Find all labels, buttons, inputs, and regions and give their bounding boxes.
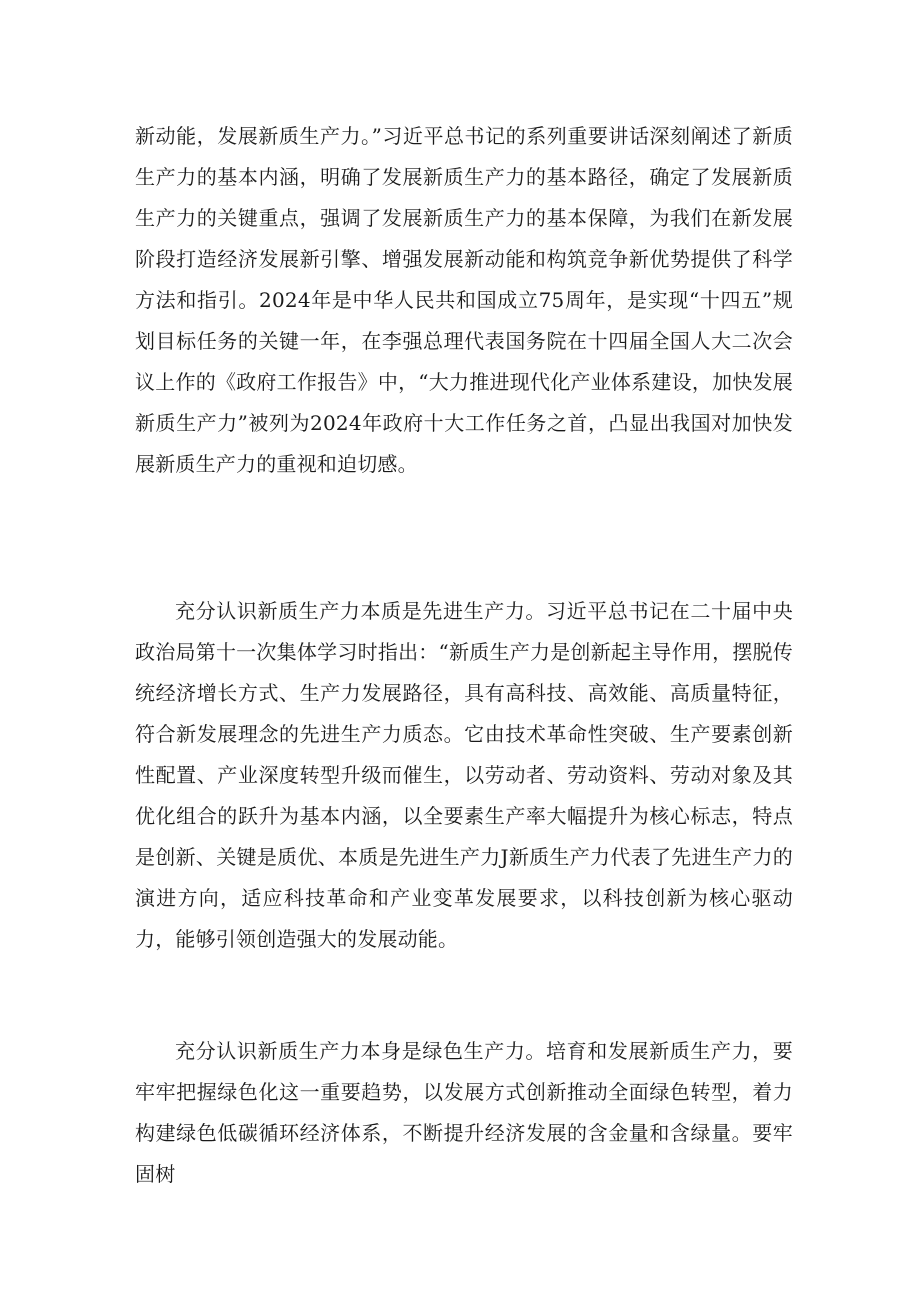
paragraph-3: 充分认识新质生产力本身是绿色生产力。培育和发展新质生产力，要牢牢把握绿色化这一重要趋势，以发展方式创新推动全面绿色转型，着力构建绿色低碳循环经济体系，不断提升经济发展的含金量和含绿量。要牢固树 <box>135 1039 793 1186</box>
paragraph-2: 充分认识新质生产力本质是先进生产力。习近平总书记在二十届中央政治局第十一次集体学习时指出：“新质生产力是创新起主导作用，摆脱传统经济增长方式、生产力发展路径，具有高科技、高效能、高质量特征，符合新发展理念的先进生产力质态。它由技术革命性突破、生产要素创新性配置、产业深度转型升级而催生，以劳动者、劳动资料、劳动对象及其优化组合的跃升为基本内涵，以全要素生产率大幅提升为核心标志，特点是创新、关键是质优、本质是先进生产力J新质生产力代表了先进生产力的演进方向，适应科技革命和产业变革发展要求，以科技创新为核心驱动力，能够引领创造强大的发展动能。 <box>135 599 793 951</box>
paragraph-1: 新动能，发展新质生产力。”习近平总书记的系列重要讲话深刻阐述了新质生产力的基本内涵，明确了发展新质生产力的基本路径，确定了发展新质生产力的关键重点，强调了发展新质生产力的基本保障，为我们在新发展阶段打造经济发展新引擎、增强发展新动能和构筑竞争新优势提供了科学方法和指引。2024年是中华人民共和国成立75周年，是实现“十四五”规划目标任务的关键一年，在李强总理代表国务院在十四届全国人大二次会议上作的《政府工作报告》中，“大力推进现代化产业体系建设，加快发展新质生产力”被列为2024年政府十大工作任务之首，凸显出我国对加快发展新质生产力的重视和迫切感。 <box>135 124 793 476</box>
